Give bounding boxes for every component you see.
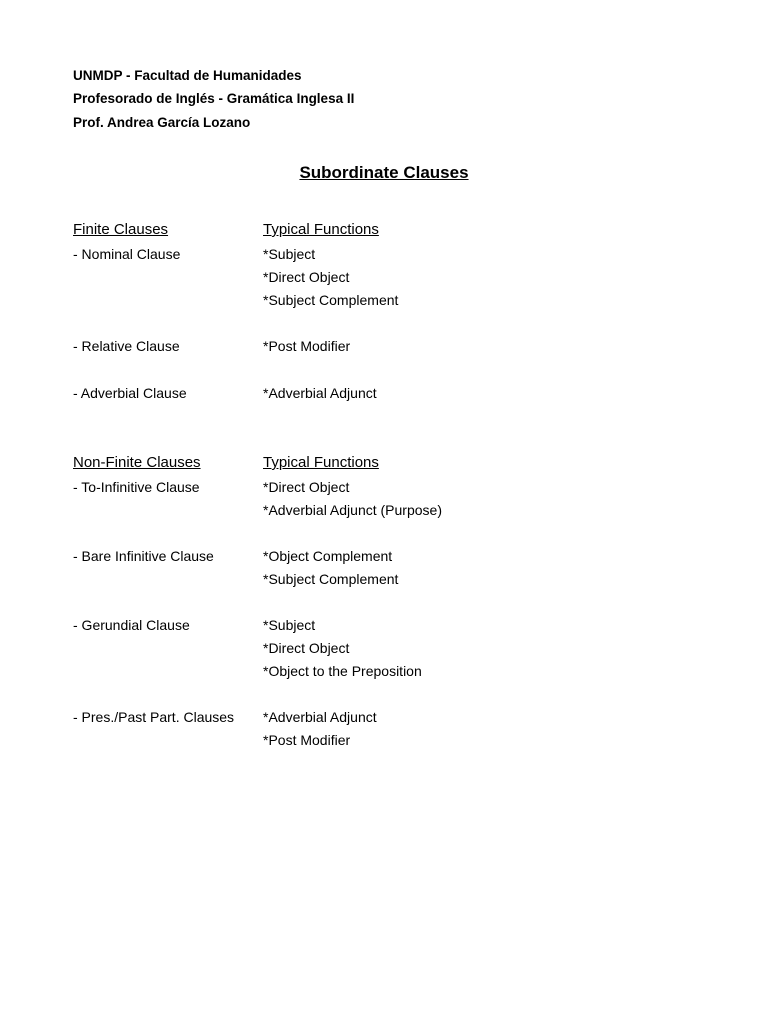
nonfinite-function: *Adverbial Adjunct (Purpose) xyxy=(263,502,442,518)
finite-function: *Adverbial Adjunct xyxy=(263,385,377,401)
finite-function: *Direct Object xyxy=(263,269,350,285)
header-course: Profesorado de Inglés - Gramática Inglesa II xyxy=(73,91,355,106)
finite-function: *Post Modifier xyxy=(263,338,351,354)
nonfinite-clauses-heading: Non-Finite Clauses xyxy=(73,454,201,471)
nonfinite-clause-bare-infinitive: - Bare Infinitive Clause xyxy=(73,548,214,564)
header-institution: UNMDP - Facultad de Humanidades xyxy=(73,68,302,83)
nonfinite-function: *Post Modifier xyxy=(263,732,351,748)
nonfinite-function: *Subject Complement xyxy=(263,571,399,587)
nonfinite-function: *Object to the Preposition xyxy=(263,663,422,679)
finite-function: *Subject Complement xyxy=(263,292,399,308)
nonfinite-function: *Direct Object xyxy=(263,479,350,495)
nonfinite-clause-participle: - Pres./Past Part. Clauses xyxy=(73,709,235,725)
nonfinite-function: *Direct Object xyxy=(263,640,350,656)
finite-clauses-heading: Finite Clauses xyxy=(73,221,169,238)
finite-clause-relative: - Relative Clause xyxy=(73,338,180,354)
nonfinite-clause-gerundial: - Gerundial Clause xyxy=(73,617,190,633)
finite-clause-nominal: - Nominal Clause xyxy=(73,246,181,262)
nonfinite-function: *Subject xyxy=(263,617,316,633)
nonfinite-function: *Object Complement xyxy=(263,548,393,564)
nonfinite-clause-to-infinitive: - To-Infinitive Clause xyxy=(73,479,200,495)
nonfinite-functions-heading: Typical Functions xyxy=(263,454,379,471)
document-title: Subordinate Clauses xyxy=(299,163,469,182)
finite-function: *Subject xyxy=(263,246,316,262)
finite-clause-adverbial: - Adverbial Clause xyxy=(73,385,187,401)
finite-functions-heading: Typical Functions xyxy=(263,221,379,238)
header-professor: Prof. Andrea García Lozano xyxy=(73,115,251,130)
nonfinite-function: *Adverbial Adjunct xyxy=(263,709,377,725)
